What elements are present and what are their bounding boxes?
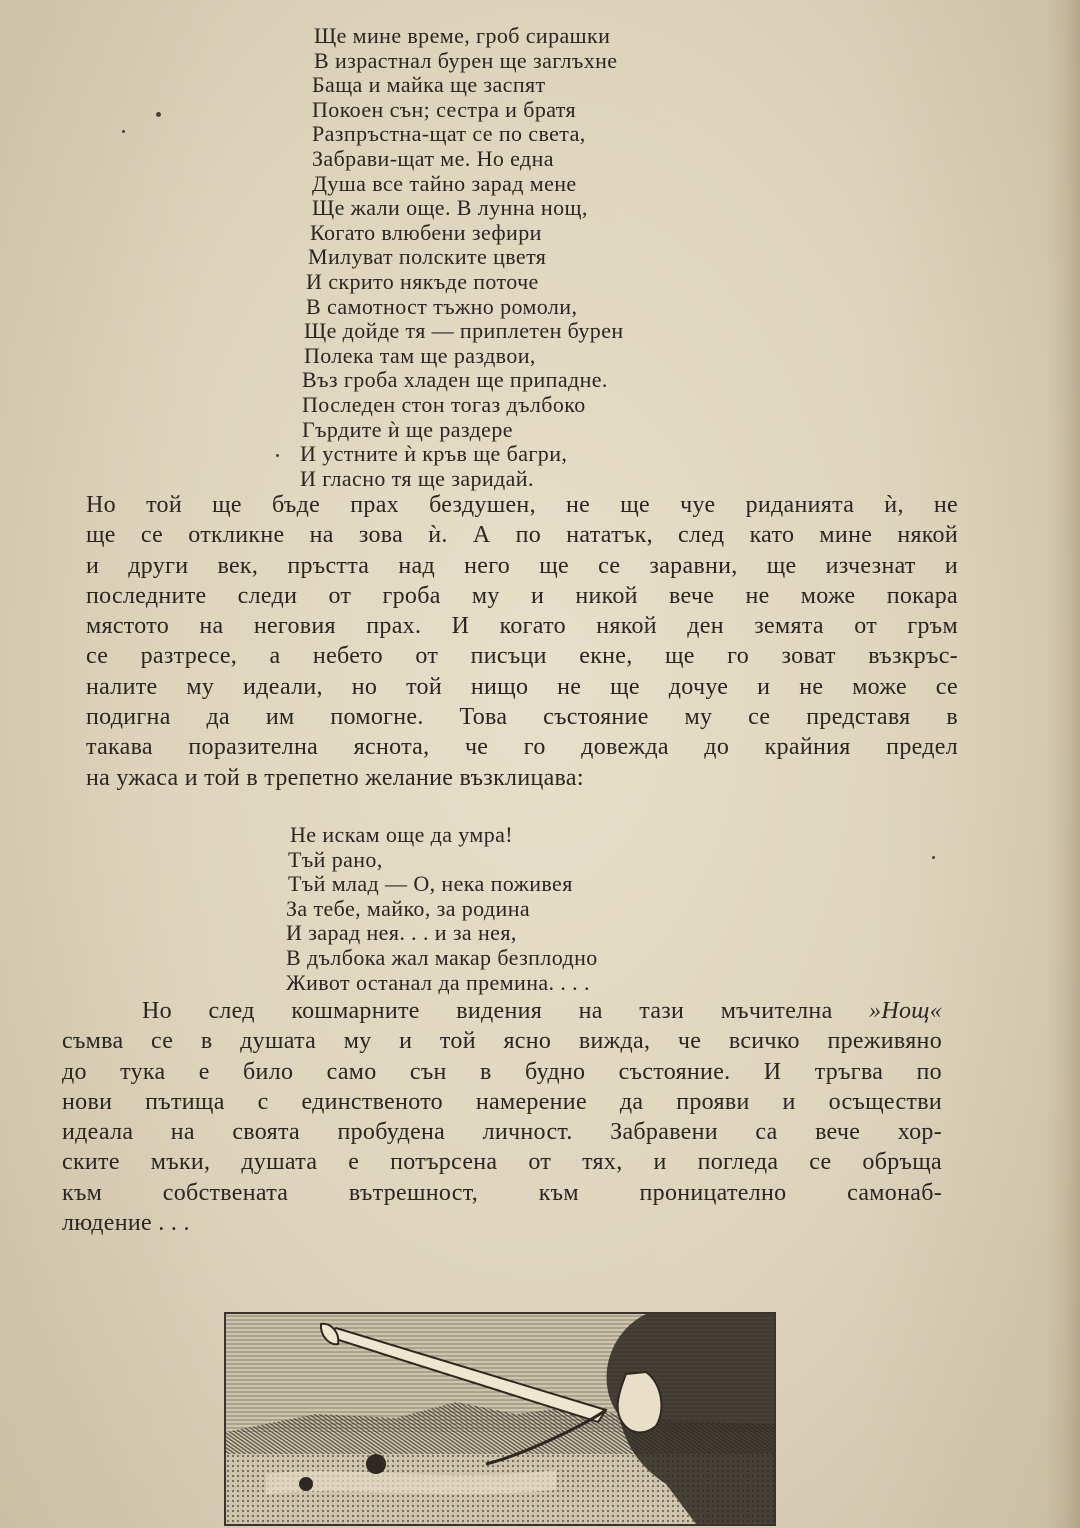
prose-line: нови пътища с единственото намерение да прояви и осъществи bbox=[62, 1088, 942, 1115]
poem-line: За тебе, майко, за родина bbox=[286, 895, 531, 921]
prose-first-text: Но след кошмарните видения на тази мъчителна bbox=[142, 998, 833, 1024]
poem-line: Тъй рано, bbox=[288, 846, 383, 872]
ink-speck bbox=[932, 856, 935, 859]
woman-face bbox=[618, 1372, 662, 1432]
prose-line: Но той ще бъде прах бездушен, не ще чуе риданията ѝ, не bbox=[86, 492, 958, 518]
prose-paragraph-1 bbox=[86, 490, 958, 793]
prose-line: се разтресе, а небето от писъци екне, ще го зоват възкръс- bbox=[86, 643, 958, 670]
prose-line: съмва се в душата му и той ясно вижда, че всичко преживяно bbox=[62, 1028, 942, 1055]
prose-line: до тука е било само сън в будно състояние. И тръгва по bbox=[62, 1058, 942, 1085]
poem-line: Въз гроба хладен ще припадне. bbox=[302, 367, 608, 393]
ink-speck bbox=[156, 112, 161, 117]
engraving-illustration bbox=[224, 1312, 776, 1526]
prose-line: людение . . . bbox=[62, 1210, 190, 1237]
poem-line: Баща и майка ще заспят bbox=[312, 72, 546, 98]
poem-line: В самотност тъжно ромоли, bbox=[306, 293, 578, 319]
tree bbox=[299, 1477, 313, 1491]
tree bbox=[366, 1454, 386, 1474]
prose-line: такава поразителна яснота, че го довежда до крайния предел bbox=[86, 734, 958, 761]
prose-line: ще се откликне на зова ѝ. А по нататък, след като мине някой bbox=[86, 522, 958, 549]
poem-line: Забрави-щат ме. Но една bbox=[312, 145, 554, 171]
emphasis-noshch: »Нощ« bbox=[869, 998, 942, 1024]
poem-line: И устните ѝ кръв ще багри, bbox=[300, 441, 568, 467]
poem-line: Ще дойде тя — приплетен бурен bbox=[304, 318, 624, 344]
engraving-picture bbox=[226, 1314, 774, 1524]
prose-line: на ужаса и той в трепетно желание възклицава: bbox=[86, 764, 584, 791]
poem-line: Милуват полските цветя bbox=[308, 244, 547, 270]
prose-line: последните следи от гроба му и никой вече не може покара bbox=[86, 582, 958, 609]
prose-line: идеала на своята пробудена личност. Забравени са вече хор- bbox=[62, 1119, 942, 1146]
poem-line: Живот останал да премина. . . . bbox=[286, 969, 590, 995]
poem-line: Разпръстна-щат се по света, bbox=[312, 121, 586, 147]
prose-line: подигна да им помогне. Това състояние му се представя в bbox=[86, 704, 958, 731]
poem-line: Последен стон тогаз дълбоко bbox=[302, 391, 586, 417]
poem-line: Гърдите ѝ ще раздере bbox=[302, 416, 513, 442]
prose-paragraph-2 bbox=[62, 996, 942, 1238]
poem-line: В дълбока жал макар безплодно bbox=[286, 944, 598, 970]
poem-first bbox=[300, 24, 730, 491]
prose-line: налите му идеали, но той нищо не ще дочуе и не може се bbox=[86, 673, 958, 700]
ink-speck bbox=[122, 130, 125, 133]
prose-line: мястото на неговия прах. И когато някой ден земята от гръм bbox=[86, 613, 958, 640]
poem-second bbox=[286, 823, 706, 995]
poem-line: И зарад нея. . . и за нея, bbox=[286, 920, 517, 946]
prose-line: към собствената вътрешност, към проницателно самонаб- bbox=[62, 1179, 942, 1206]
poem-line: Душа все тайно зарад мене bbox=[312, 170, 577, 196]
poem-line: В израстнал бурен ще заглъхне bbox=[314, 47, 618, 73]
prose-line: ските мъки, душата е потърсена от тях, и погледа се обръща bbox=[62, 1149, 942, 1176]
page-edge-shadow bbox=[1046, 0, 1080, 1528]
prose-line: и други век, пръстта над него ще се заравни, ще изчезнат и bbox=[86, 552, 958, 579]
poem-line: Тъй млад — О, нека поживея bbox=[288, 871, 573, 897]
prose-first-line bbox=[62, 996, 942, 1026]
poem-line: Ще жали още. В лунна нощ, bbox=[312, 195, 588, 221]
ink-speck bbox=[276, 454, 279, 457]
poem-line: Полека там ще раздвои, bbox=[304, 342, 536, 368]
poem-line: Когато влюбени зефири bbox=[310, 219, 542, 245]
poem-line: И гласно тя ще заридай. bbox=[300, 465, 534, 491]
poem-line: Ще мине време, гроб сирашки bbox=[314, 23, 611, 48]
poem-line: Не искам още да умра! bbox=[290, 822, 514, 847]
poem-line: И скрито някъде поточе bbox=[306, 268, 539, 294]
poem-line: Покоен сън; сестра и братя bbox=[312, 96, 577, 122]
